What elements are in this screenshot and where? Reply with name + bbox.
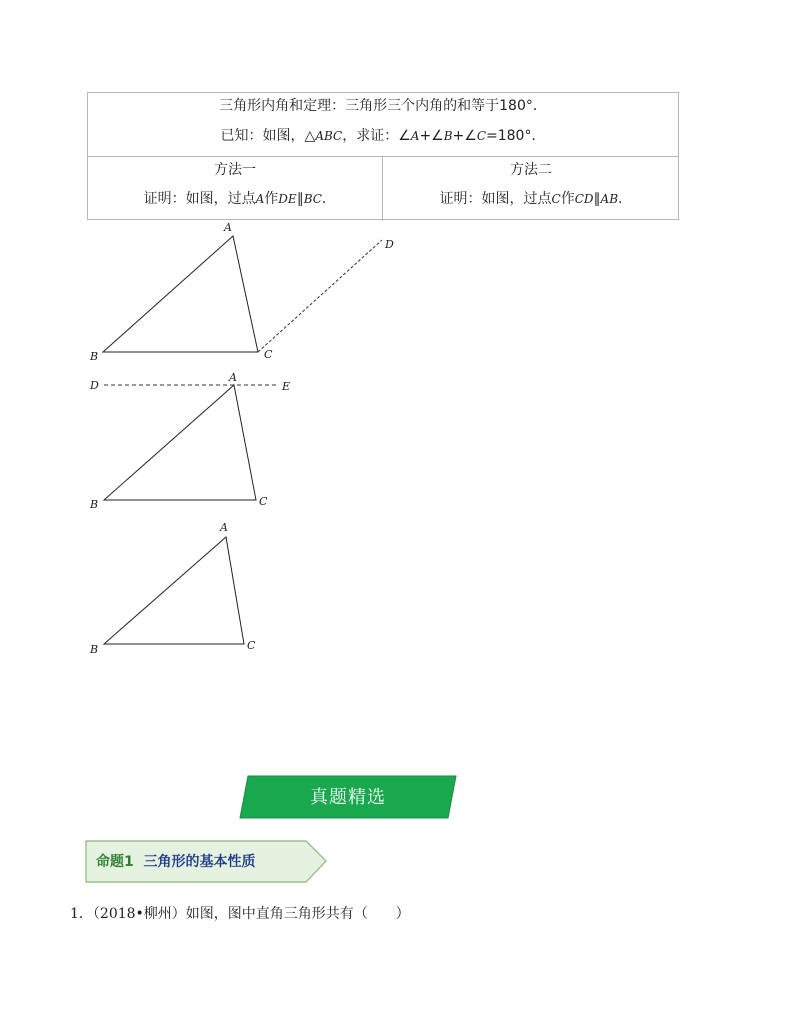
topic-number: 命题1 [96,854,134,870]
m1-line2: BC [303,192,322,206]
given-angle-c: C [476,129,487,143]
given-suffix: =180°． [486,128,546,144]
fig1-label-d: D [385,238,394,251]
fig2-label-a: A [229,371,237,384]
m2-line1: CD [574,192,594,206]
fig2-label-e: E [282,380,291,393]
m1-line1: DE [278,192,297,206]
m2-end: . [618,191,623,207]
topic-title: 三角形的基本性质 [143,854,256,870]
fig1-label-a: A [224,221,232,234]
question-number: 1． [70,906,93,922]
question-text: （2018•柳州）如图，图中直角三角形共有（ ） [92,906,410,922]
fig2-label-d: D [90,379,99,392]
figure-3 [89,521,256,656]
given-angle-b: B [443,129,453,143]
method-two-title: 方法二 [510,162,552,178]
m2-line2: AB [600,192,619,206]
given-mid: ，求证：∠ [342,128,411,144]
fig2-label-c: C [259,495,268,508]
given-prefix: 已知：如图，△ [220,128,316,144]
theorem-statement: 三角形内角和定理：三角形三个内角的和等于180°． [219,98,547,114]
m2-mid: 作 [560,191,575,207]
fig3-triangle [104,537,244,644]
fig2-label-b: B [90,498,99,511]
m1-parallel: ∥ [296,191,304,207]
given-angle-a: A [410,129,420,143]
fig1-label-c: C [264,348,273,361]
fig1-dashed-cd [258,240,382,352]
figure-1 [89,221,394,363]
topic-label [96,850,256,874]
m2-prefix: 证明：如图，过点 [439,191,552,207]
m1-end: . [321,191,327,207]
m1-mid: 作 [264,191,279,207]
given-plus-2: +∠ [452,128,477,144]
fig3-label-a: A [220,521,228,534]
fig3-label-b: B [90,643,99,656]
section-banner-label: 真题精选 [310,787,386,808]
figure-2 [89,371,290,511]
m2-point: C [551,192,561,206]
m1-point: A [255,192,265,206]
given-triangle: ABC [315,129,343,143]
fig3-label-c: C [247,639,256,652]
m2-parallel: ∥ [593,191,601,207]
question-1 [70,904,410,924]
fig2-triangle [104,385,256,500]
fig1-label-b: B [90,350,99,363]
method-one-title: 方法一 [214,162,256,178]
m1-prefix: 证明：如图，过点 [143,191,256,207]
fig1-triangle [103,236,258,352]
given-plus-1: +∠ [419,128,444,144]
